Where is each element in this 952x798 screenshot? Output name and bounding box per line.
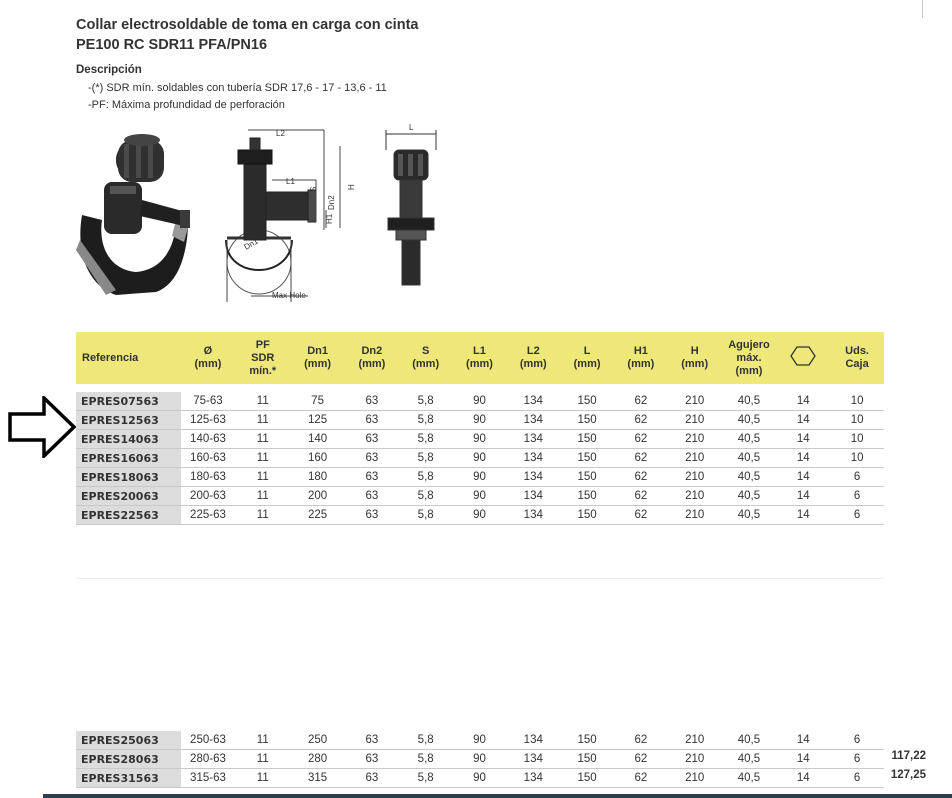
table-cell: 40,5 <box>722 411 777 430</box>
table-cell: 180-63 <box>181 468 236 487</box>
product-figures <box>76 120 496 310</box>
col-header-s: S (mm) <box>399 332 453 384</box>
table-cell: 6 <box>830 769 884 788</box>
table-cell: 6 <box>830 468 884 487</box>
table-cell: 63 <box>345 411 399 430</box>
description-heading: Descripción <box>76 64 142 76</box>
table-cell: 150 <box>560 731 614 750</box>
table-cell: 134 <box>506 468 560 487</box>
table-row <box>76 468 884 487</box>
technical-drawing-front <box>386 130 436 285</box>
table-cell: 134 <box>506 430 560 449</box>
table-cell: 280-63 <box>181 750 236 769</box>
page-edge-rule <box>922 0 923 18</box>
table-cell: 5,8 <box>399 449 453 468</box>
table-cell: 160 <box>290 449 345 468</box>
table-cell: 14 <box>776 430 830 449</box>
table-cell: 62 <box>614 750 668 769</box>
table-cell: 10 <box>830 430 884 449</box>
cell-referencia: EPRES25063 <box>76 731 181 750</box>
table-cell: 11 <box>235 468 290 487</box>
table-cell: 5,8 <box>399 430 453 449</box>
table-cell: 5,8 <box>399 769 453 788</box>
table-cell: 280 <box>290 750 345 769</box>
table-cell: 40,5 <box>722 430 777 449</box>
cell-referencia: EPRES20063 <box>76 487 181 506</box>
table-cell: 14 <box>776 769 830 788</box>
table-cell: 10 <box>830 411 884 430</box>
table-cell: 210 <box>668 506 722 525</box>
label-dn2: Dn2 <box>327 195 336 210</box>
table-cell: 11 <box>235 392 290 411</box>
table-cell: 40,5 <box>722 769 777 788</box>
cell-referencia: EPRES18063 <box>76 468 181 487</box>
table-cell: 63 <box>345 731 399 750</box>
table-cell: 150 <box>560 487 614 506</box>
table-cell: 200 <box>290 487 345 506</box>
table-cell: 210 <box>668 731 722 750</box>
table-cell: 90 <box>453 468 507 487</box>
label-h1: H1 <box>325 213 334 224</box>
technical-drawing-side <box>226 130 340 302</box>
table-cell: 40,5 <box>722 731 777 750</box>
table-cell: 134 <box>506 392 560 411</box>
table-cell: 225 <box>290 506 345 525</box>
table-cell: 134 <box>506 411 560 430</box>
table-cell: 90 <box>453 430 507 449</box>
label-l1: L1 <box>286 177 295 186</box>
table-cell: 210 <box>668 392 722 411</box>
table-cell: 134 <box>506 449 560 468</box>
description-line-2: -PF: Máxima profundidad de perforación <box>88 99 285 111</box>
table-cell: 40,5 <box>722 449 777 468</box>
cell-referencia: EPRES28063 <box>76 750 181 769</box>
title-line-1: Collar electrosoldable de toma en carga con cinta <box>76 17 419 33</box>
col-header-pf-sdr: PF SDR mín.* <box>235 332 290 384</box>
title-line-2: PE100 RC SDR11 PFA/PN16 <box>76 37 268 53</box>
table-row <box>76 750 884 769</box>
table-cell: 63 <box>345 392 399 411</box>
table-cell: 6 <box>830 506 884 525</box>
table-cell: 63 <box>345 750 399 769</box>
price-epres28063: 117,22 <box>891 750 926 762</box>
label-l: L <box>409 123 414 132</box>
col-header-dn1: Dn1 (mm) <box>290 332 345 384</box>
table-cell: 315-63 <box>181 769 236 788</box>
table-cell: 150 <box>560 430 614 449</box>
table-cell: 90 <box>453 750 507 769</box>
cell-referencia: EPRES07563 <box>76 392 181 411</box>
table-cell: 62 <box>614 430 668 449</box>
table-cell: 62 <box>614 769 668 788</box>
table-cell: 90 <box>453 487 507 506</box>
table-cell: 11 <box>235 487 290 506</box>
footer-bar <box>43 794 952 798</box>
table-cell: 14 <box>776 506 830 525</box>
table-cell: 250 <box>290 731 345 750</box>
table-cell: 40,5 <box>722 487 777 506</box>
table-cell: 90 <box>453 392 507 411</box>
table-row <box>76 731 884 750</box>
table-cell: 210 <box>668 449 722 468</box>
table-cell: 62 <box>614 392 668 411</box>
table-row <box>76 506 884 525</box>
table-cell: 150 <box>560 750 614 769</box>
table-cell: 160-63 <box>181 449 236 468</box>
label-max-hole: Max Hole <box>272 291 306 300</box>
col-header-referencia: Referencia <box>76 332 181 384</box>
table-cell: 134 <box>506 506 560 525</box>
table-row <box>76 430 884 449</box>
table-cell: 14 <box>776 392 830 411</box>
table-cell: 90 <box>453 449 507 468</box>
table-cell: 11 <box>235 506 290 525</box>
table-cell: 11 <box>235 731 290 750</box>
table-cell: 40,5 <box>722 750 777 769</box>
table-cell: 5,8 <box>399 468 453 487</box>
col-header-dn2: Dn2 (mm) <box>345 332 399 384</box>
col-header-l2: L2 (mm) <box>506 332 560 384</box>
table-cell: 6 <box>830 750 884 769</box>
table-cell: 62 <box>614 468 668 487</box>
table-cell: 11 <box>235 769 290 788</box>
page-title <box>76 15 418 55</box>
col-header-h1: H1 (mm) <box>614 332 668 384</box>
table-cell: 10 <box>830 449 884 468</box>
table-cell: 11 <box>235 430 290 449</box>
table-cell: 210 <box>668 468 722 487</box>
col-header-diametro: Ø (mm) <box>181 332 236 384</box>
table-cell: 6 <box>830 487 884 506</box>
table-cell: 6 <box>830 731 884 750</box>
table-cell: 125-63 <box>181 411 236 430</box>
table-cell: 140-63 <box>181 430 236 449</box>
table-cell: 62 <box>614 487 668 506</box>
table-cell: 62 <box>614 411 668 430</box>
table-row <box>76 769 884 788</box>
spec-table-continued <box>76 731 884 788</box>
table-cell: 63 <box>345 769 399 788</box>
table-cell: 134 <box>506 487 560 506</box>
arrow-right-icon <box>8 396 78 458</box>
table-cell: 14 <box>776 487 830 506</box>
table-cell: 90 <box>453 411 507 430</box>
table-cell: 125 <box>290 411 345 430</box>
table-cell: 5,8 <box>399 731 453 750</box>
table-cell: 134 <box>506 769 560 788</box>
table-cell: 11 <box>235 750 290 769</box>
table-cell: 150 <box>560 506 614 525</box>
table-cell: 40,5 <box>722 506 777 525</box>
table-cell: 5,8 <box>399 411 453 430</box>
price-epres31563: 127,25 <box>890 769 926 781</box>
col-header-l1: L1 (mm) <box>453 332 507 384</box>
table-cell: 5,8 <box>399 487 453 506</box>
table-cell: 62 <box>614 506 668 525</box>
table-cell: 134 <box>506 750 560 769</box>
col-header-agujero: Agujero máx. (mm) <box>722 332 777 384</box>
table-cell: 63 <box>345 487 399 506</box>
col-header-uds-caja: Uds. Caja <box>830 332 884 384</box>
table-cell: 75 <box>290 392 345 411</box>
table-cell: 11 <box>235 449 290 468</box>
table-cell: 14 <box>776 750 830 769</box>
section-divider <box>76 578 884 579</box>
table-cell: 11 <box>235 411 290 430</box>
table-cell: 14 <box>776 411 830 430</box>
table-cell: 150 <box>560 769 614 788</box>
cell-referencia: EPRES31563 <box>76 769 181 788</box>
table-cell: 315 <box>290 769 345 788</box>
table-cell: 210 <box>668 750 722 769</box>
col-header-h: H (mm) <box>668 332 722 384</box>
table-cell: 90 <box>453 506 507 525</box>
table-cell: 75-63 <box>181 392 236 411</box>
table-cell: 210 <box>668 430 722 449</box>
label-h: H <box>347 184 356 190</box>
label-l2: L2 <box>276 129 285 138</box>
table-cell: 134 <box>506 731 560 750</box>
table-cell: 63 <box>345 449 399 468</box>
cell-referencia: EPRES22563 <box>76 506 181 525</box>
table-cell: 63 <box>345 430 399 449</box>
table-row <box>76 392 884 411</box>
hexagon-icon <box>790 345 816 367</box>
table-cell: 14 <box>776 731 830 750</box>
table-row <box>76 487 884 506</box>
description-line-1: -(*) SDR mín. soldables con tubería SDR 17,6 - 17 - 13,6 - 11 <box>88 82 387 94</box>
table-row <box>76 411 884 430</box>
table-cell: 5,8 <box>399 506 453 525</box>
cell-referencia: EPRES16063 <box>76 449 181 468</box>
table-cell: 180 <box>290 468 345 487</box>
table-cell: 10 <box>830 392 884 411</box>
table-cell: 150 <box>560 468 614 487</box>
table-cell: 62 <box>614 449 668 468</box>
spec-table <box>76 332 884 525</box>
cell-referencia: EPRES12563 <box>76 411 181 430</box>
table-cell: 225-63 <box>181 506 236 525</box>
table-cell: 250-63 <box>181 731 236 750</box>
cell-referencia: EPRES14063 <box>76 430 181 449</box>
table-cell: 150 <box>560 411 614 430</box>
table-header-row <box>76 332 884 384</box>
table-cell: 40,5 <box>722 392 777 411</box>
table-cell: 210 <box>668 487 722 506</box>
table-cell: 200-63 <box>181 487 236 506</box>
table-cell: 90 <box>453 769 507 788</box>
table-cell: 63 <box>345 506 399 525</box>
table-cell: 40,5 <box>722 468 777 487</box>
label-s: S <box>309 186 318 192</box>
product-photo <box>76 134 190 295</box>
table-cell: 140 <box>290 430 345 449</box>
table-cell: 210 <box>668 411 722 430</box>
label-dn1: Dn1 <box>242 236 260 252</box>
table-cell: 14 <box>776 449 830 468</box>
table-cell: 14 <box>776 468 830 487</box>
table-cell: 62 <box>614 731 668 750</box>
table-cell: 90 <box>453 731 507 750</box>
table-cell: 5,8 <box>399 750 453 769</box>
table-row <box>76 449 884 468</box>
table-cell: 150 <box>560 392 614 411</box>
col-header-l: L (mm) <box>560 332 614 384</box>
table-cell: 210 <box>668 769 722 788</box>
table-cell: 63 <box>345 468 399 487</box>
table-cell: 150 <box>560 449 614 468</box>
table-cell: 5,8 <box>399 392 453 411</box>
col-header-hexagon <box>776 332 830 384</box>
